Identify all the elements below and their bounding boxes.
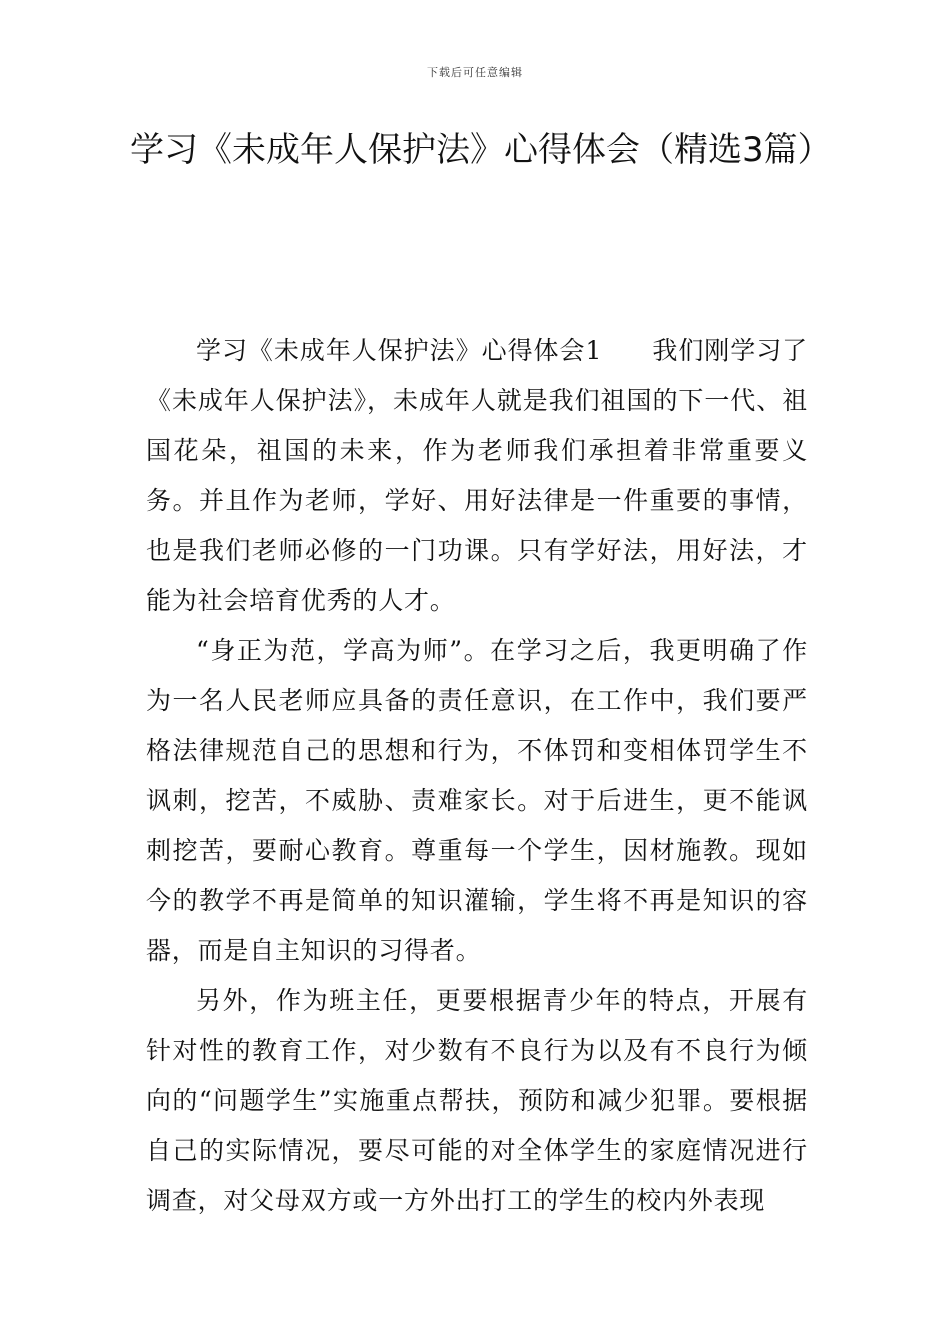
document-title: 学习《未成年人保护法》心得体会（精选3篇） [130,130,832,170]
paragraph-1-text: 我们刚学习了《未成年人保护法》，未成年人就是我们祖国的下一代、祖国花朵，祖国的未来，作为老师我们承担着非常重要义务。并且作为老师，学好、用好法律是一件重要的事情，也是我们老师必修的一门功课。只有学好法，用好法，才能为社会培育优秀的人才。 [146,336,808,615]
paragraph-2: “身正为范，学高为师”。在学习之后，我更明确了作为一名人民老师应具备的责任意识，在工作中，我们要严格法律规范自己的思想和行为，不体罚和变相体罚学生不讽刺，挖苦，不威胁、责难家长。对于后进生，更不能讽刺挖苦，要耐心教育。尊重每一个学生，因材施教。现如今的教学不再是简单的知识灌输，学生将不再是知识的容器，而是自主知识的习得者。 [146,636,808,965]
document-body [146,326,808,1226]
download-note: 下载后可任意编辑 [427,66,523,79]
paragraph-3: 另外，作为班主任，更要根据青少年的特点，开展有针对性的教育工作，对少数有不良行为以及有不良行为倾向的“问题学生”实施重点帮扶，预防和减少犯罪。要根据自己的实际情况，要尽可能的对全体学生的家庭情况进行调查，对父母双方或一方外出打工的学生的校内外表现 [146,986,808,1215]
paragraph-1 [146,326,808,626]
section-heading: 学习《未成年人保护法》心得体会1 [196,336,603,365]
